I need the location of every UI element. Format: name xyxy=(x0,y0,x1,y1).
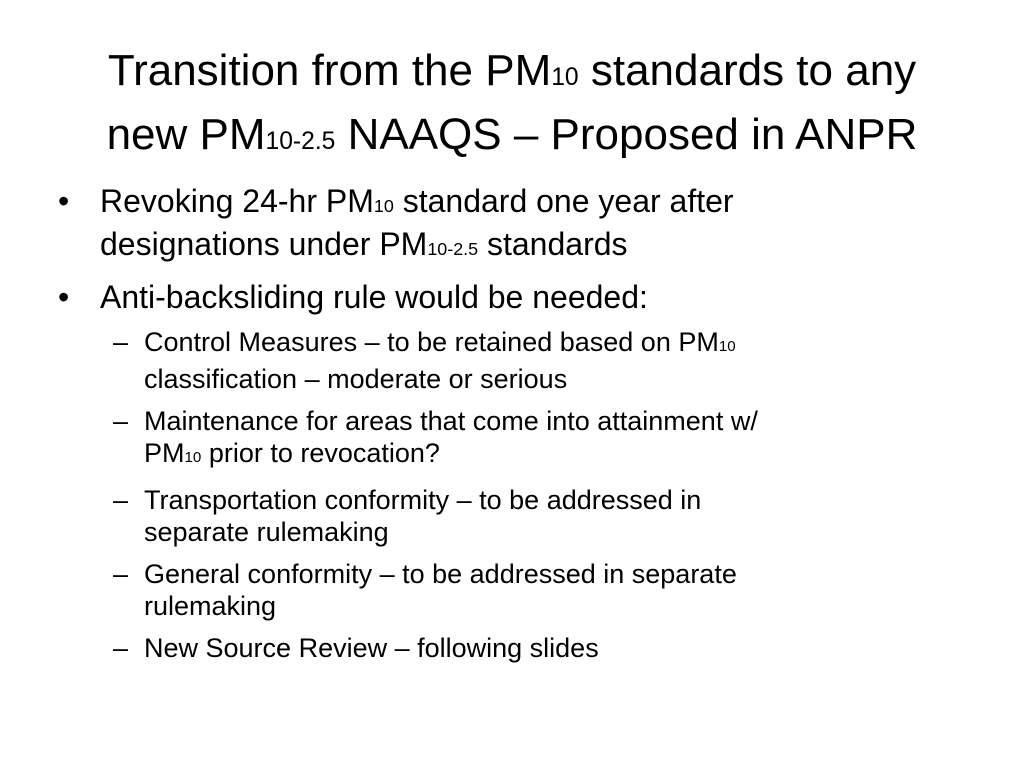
sub-item-line-2: rulemaking xyxy=(144,591,277,621)
sub-item-line-2: separate rulemaking xyxy=(144,517,389,547)
sub-bullet-list xyxy=(58,326,978,664)
bullet-text: Anti-backsliding rule would be needed: xyxy=(100,279,648,315)
sub-item-line-2: classification – moderate or serious xyxy=(144,364,568,394)
title-text-2b: NAAQS – Proposed in ANPR xyxy=(335,110,918,159)
sub-item-text: PM xyxy=(144,438,185,468)
subscript: 10 xyxy=(373,196,394,216)
sub-item-new-source-review xyxy=(58,632,978,664)
sub-item-line-1: Maintenance for areas that come into attainment w/ xyxy=(144,406,758,436)
bullet-text: standards xyxy=(478,226,628,262)
bullet-icon: • xyxy=(58,183,70,219)
sub-item-text: prior to revocation? xyxy=(201,438,440,468)
slide-title xyxy=(40,42,984,170)
sub-item-general-conformity xyxy=(58,558,978,622)
title-subscript-2: 10-2.5 xyxy=(265,128,336,155)
dash-icon: – xyxy=(113,327,129,357)
sub-item-line-1 xyxy=(144,326,978,363)
dash-icon: – xyxy=(113,406,129,436)
dash-icon: – xyxy=(113,559,129,589)
sub-item-line-1: General conformity – to be addressed in separate xyxy=(144,559,737,589)
title-text-1b: standards to any xyxy=(578,46,917,95)
title-line-2 xyxy=(40,106,984,170)
dash-icon: – xyxy=(113,485,129,515)
subscript: 10-2.5 xyxy=(427,239,479,259)
title-line-1 xyxy=(40,42,984,106)
bullet-icon: • xyxy=(58,279,70,315)
sub-item-maintenance xyxy=(58,405,978,474)
dash-icon: – xyxy=(113,633,129,663)
sub-item-transportation-conformity xyxy=(58,484,978,548)
sub-item-line-1: Transportation conformity – to be addressed in xyxy=(144,485,702,515)
title-subscript-1: 10 xyxy=(551,64,579,91)
sub-item-control-measures xyxy=(58,326,978,395)
bullet-line-1 xyxy=(100,182,978,225)
slide-body xyxy=(58,182,978,674)
bullet-line-2 xyxy=(100,225,978,268)
title-text-2a: new PM xyxy=(106,110,266,159)
bullet-item-revoking xyxy=(58,182,978,268)
sub-item-line-1: New Source Review – following slides xyxy=(144,633,599,663)
sub-item-line-2 xyxy=(144,437,978,474)
subscript: 10 xyxy=(184,449,202,466)
bullet-text: standard one year after xyxy=(393,183,734,219)
title-text-1a: Transition from the PM xyxy=(107,46,552,95)
subscript: 10 xyxy=(718,338,736,355)
sub-item-text: Control Measures – to be retained based on PM xyxy=(144,327,719,357)
bullet-text: Revoking 24-hr PM xyxy=(100,183,374,219)
bullet-text: designations under PM xyxy=(100,226,428,262)
bullet-item-anti-backsliding xyxy=(58,278,978,316)
